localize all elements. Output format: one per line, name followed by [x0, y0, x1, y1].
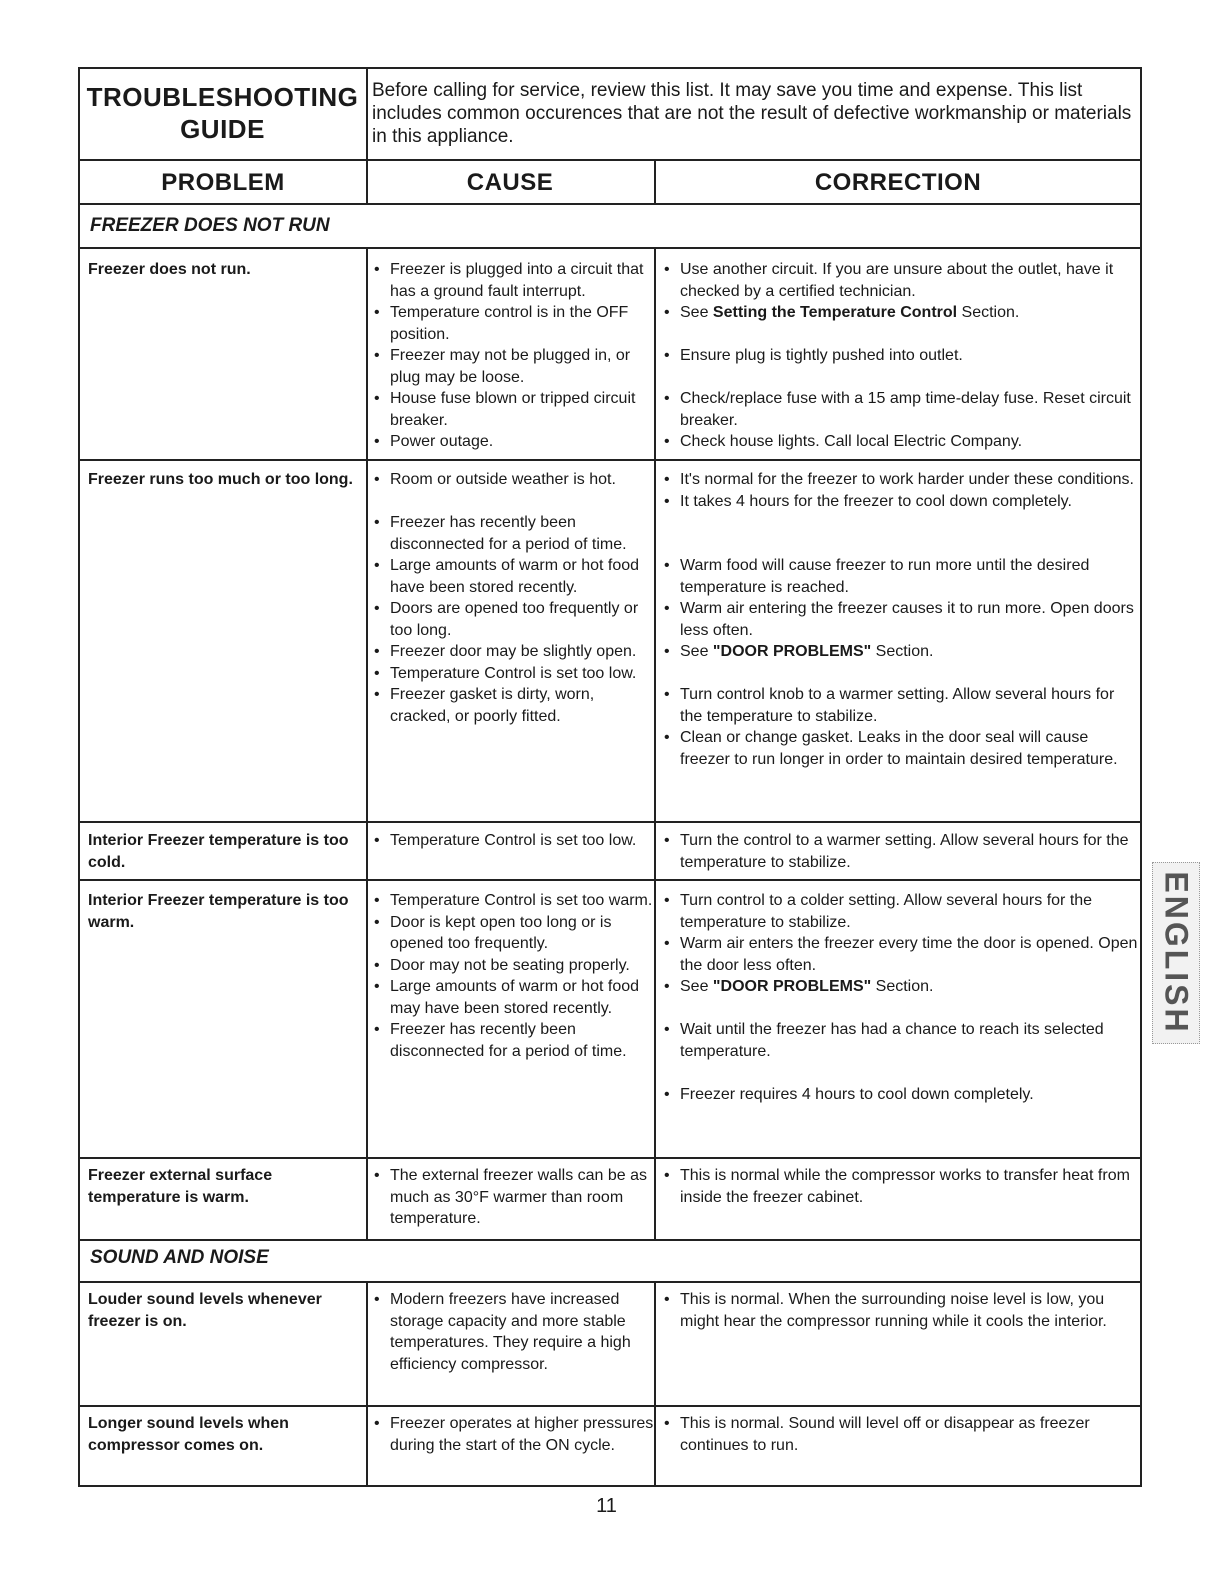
- cause-item: • Freezer operates at higher pressures during the start of the ON cycle.: [374, 1415, 654, 1454]
- cause-item: • Temperature Control is set too warm.: [374, 892, 653, 909]
- correction-item: • Warm food will cause freezer to run more until the desired temperature is reached.: [664, 557, 1090, 596]
- correction-item: • Warm air entering the freezer causes it to run more. Open doors less often.: [664, 600, 1134, 639]
- problem-louder-sound: Louder sound levels whenever freezer is on.: [88, 1291, 322, 1330]
- causes-runs-too-much: [365, 469, 655, 727]
- cause-item: • Doors are opened too frequently or too long.: [374, 600, 639, 639]
- corrections-too-cold: [655, 830, 1139, 873]
- cause-item: • The external freezer walls can be as much as 30°F warmer than room temperature.: [374, 1167, 648, 1227]
- troubleshooting-table: [78, 67, 1142, 1487]
- title-line-1: TROUBLESHOOTING: [86, 82, 359, 112]
- language-tab-label: ENGLISH: [1158, 871, 1195, 1035]
- page-number: 11: [596, 1495, 617, 1517]
- correction-item: • Warm air enters the freezer every time the door is opened. Open the door less often.: [664, 935, 1138, 974]
- cause-item: • Freezer has recently been disconnected for a period of time.: [374, 1021, 627, 1060]
- correction-item: • See "DOOR PROBLEMS" Section.: [664, 643, 934, 660]
- correction-item: • This is normal. Sound will level off or disappear as freezer continues to run.: [664, 1415, 1090, 1454]
- column-header-problem: PROBLEM: [161, 169, 285, 196]
- correction-item: • It takes 4 hours for the freezer to cool down completely.: [664, 492, 1072, 510]
- cause-item: • Large amounts of warm or hot food may have been stored recently.: [374, 978, 640, 1017]
- column-header-cause: CAUSE: [466, 169, 554, 196]
- cause-item: • Temperature control is in the OFF position.: [374, 304, 629, 343]
- cause-item: • Freezer may not be plugged in, or plug may be loose.: [374, 347, 631, 386]
- causes-too-warm: [365, 890, 655, 1062]
- problem-runs-too-much: Freezer runs too much or too long.: [88, 471, 353, 488]
- problem-longer-sound: Longer sound levels when compressor comes on.: [88, 1415, 289, 1454]
- corrections-louder-sound: [655, 1289, 1139, 1332]
- cause-item: • Freezer is plugged into a circuit that has a ground fault interrupt.: [374, 261, 644, 300]
- correction-item: • This is normal while the compressor works to transfer heat from inside the freezer cabinet.: [664, 1167, 1130, 1206]
- problem-too-cold: Interior Freezer temperature is too cold.: [88, 832, 349, 871]
- cause-item: • Freezer gasket is dirty, worn, cracked, or poorly fitted.: [374, 686, 595, 725]
- causes-external-surface-warm: [365, 1165, 655, 1230]
- corrections-external-surface-warm: [655, 1165, 1139, 1208]
- causes-freezer-does-not-run: [365, 259, 655, 453]
- corrections-longer-sound: [655, 1413, 1139, 1456]
- causes-too-cold: [365, 830, 655, 852]
- correction-item: • Turn control to a colder setting. Allow several hours for the temperature to stabilize.: [664, 892, 1093, 931]
- correction-item: • Clean or change gasket. Leaks in the door seal will cause freezer to run longer in order to maintain desired temperature.: [664, 729, 1118, 768]
- cause-item: • House fuse blown or tripped circuit breaker.: [374, 390, 636, 429]
- cause-item: • Modern freezers have increased storage capacity and more stable temperatures. They require a high efficiency compressor.: [374, 1291, 631, 1373]
- cause-item: • Door is kept open too long or is opened too frequently.: [374, 913, 612, 952]
- correction-item: • Check house lights. Call local Electric Company.: [664, 433, 1023, 450]
- correction-item: • It's normal for the freezer to work harder under these conditions.: [664, 471, 1134, 488]
- correction-item: • Turn control knob to a warmer setting. Allow several hours for the temperature to stabilize.: [664, 686, 1115, 725]
- guide-title: [80, 81, 365, 145]
- cause-item: • Freezer door may be slightly open.: [374, 643, 637, 660]
- correction-item: • Check/replace fuse with a 15 amp time-delay fuse. Reset circuit breaker.: [664, 390, 1131, 429]
- cause-item: • Door may not be seating properly.: [374, 956, 630, 974]
- corrections-too-warm: [655, 890, 1139, 1105]
- column-header-correction: CORRECTION: [814, 169, 982, 196]
- corrections-freezer-does-not-run: [655, 259, 1139, 453]
- correction-item: • This is normal. When the surrounding noise level is low, you might hear the compressor running while it cools the interior.: [664, 1291, 1107, 1330]
- problem-freezer-does-not-run: Freezer does not run.: [88, 261, 251, 278]
- cause-item: • Power outage.: [374, 433, 494, 450]
- problem-too-warm: Interior Freezer temperature is too warm.: [88, 892, 349, 931]
- intro-text: Before calling for service, review this list. It may save you time and expense. This list includes common occurences that are not the result of defective workmanship or materials in this appliance.: [372, 80, 1132, 147]
- section-title-freezer-does-not-run: FREEZER DOES NOT RUN: [90, 215, 330, 236]
- correction-item: • See Setting the Temperature Control Section.: [664, 304, 1020, 321]
- correction-item: • Use another circuit. If you are unsure about the outlet, have it checked by a certified technician.: [664, 261, 1114, 300]
- correction-item: • Turn the control to a warmer setting. Allow several hours for the temperature to stabilize.: [664, 832, 1129, 871]
- problem-external-surface-warm: Freezer external surface temperature is warm.: [88, 1167, 273, 1206]
- causes-louder-sound: [365, 1289, 655, 1375]
- title-line-2: GUIDE: [180, 114, 265, 144]
- correction-item: • Freezer requires 4 hours to cool down completely.: [664, 1085, 1034, 1103]
- correction-item: • Wait until the freezer has had a chance to reach its selected temperature.: [664, 1021, 1104, 1060]
- correction-item: • See "DOOR PROBLEMS" Section.: [664, 978, 934, 995]
- cause-item: • Temperature Control is set too low.: [374, 664, 637, 682]
- causes-longer-sound: [365, 1413, 655, 1456]
- cause-item: • Room or outside weather is hot.: [374, 471, 616, 488]
- cause-item: • Large amounts of warm or hot food have been stored recently.: [374, 557, 640, 596]
- corrections-runs-too-much: [655, 469, 1139, 770]
- language-tab-english: [1152, 862, 1200, 1044]
- cause-item: • Temperature Control is set too low.: [374, 832, 637, 849]
- cause-item: • Freezer has recently been disconnected for a period of time.: [374, 514, 627, 553]
- section-title-sound-and-noise: SOUND AND NOISE: [90, 1247, 269, 1268]
- correction-item: • Ensure plug is tightly pushed into outlet.: [664, 347, 963, 364]
